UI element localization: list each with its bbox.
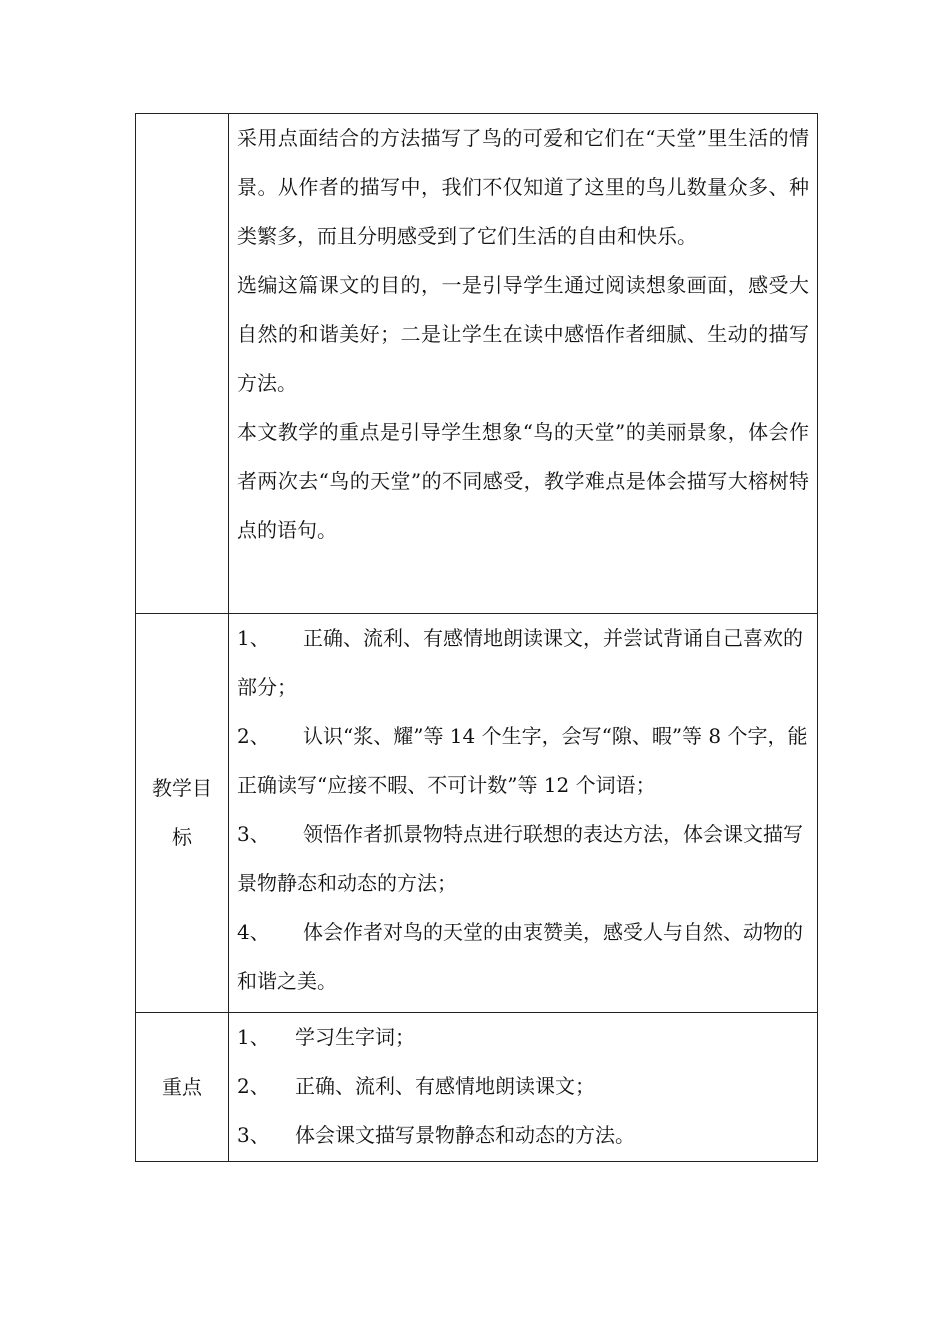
key-point-number: 1、: [237, 1025, 270, 1049]
intro-row: [136, 114, 818, 614]
objective-text: 体会作者对鸟的天堂的由衷赞美，感受人与自然、动物的和谐之美。: [237, 920, 803, 993]
key-point-text: 体会课文描写景物静态和动态的方法。: [295, 1123, 635, 1147]
objective-item: [237, 614, 809, 712]
objective-number: 4、: [237, 920, 270, 944]
key-point-number: 2、: [237, 1074, 270, 1098]
lesson-plan-table: [135, 113, 818, 1162]
objectives-label-cell: [136, 614, 229, 1013]
key-point-item: [237, 1111, 809, 1160]
key-point-item: [237, 1013, 809, 1062]
objective-text: 正确、流利、有感情地朗读课文，并尝试背诵自己喜欢的部分；: [237, 626, 803, 699]
objective-text: 领悟作者抓景物特点进行联想的表达方法，体会课文描写景物静态和动态的方法；: [237, 822, 803, 895]
key-point-item: [237, 1062, 809, 1111]
intro-content-cell: [229, 114, 818, 614]
key-points-row: [136, 1013, 818, 1162]
intro-paragraph: 采用点面结合的方法描写了鸟的可爱和它们在“天堂”里生活的情景。从作者的描写中，我们不仅知道了这里的鸟儿数量众多、种类繁多，而且分明感受到了它们生活的自由和快乐。: [237, 126, 809, 248]
objective-number: 1、: [237, 626, 270, 650]
key-points-label-cell: [136, 1013, 229, 1162]
key-point-number: 3、: [237, 1123, 270, 1147]
intro-paragraph: 本文教学的重点是引导学生想象“鸟的天堂”的美丽景象，体会作者两次去“鸟的天堂”的不同感受，教学难点是体会描写大榕树特点的语句。: [237, 420, 809, 542]
objective-text: 认识“浆、耀”等 14 个生字，会写“隙、暇”等 8 个字，能正确读写“应接不暇、不可计数”等 12 个词语；: [237, 724, 808, 797]
intro-paragraph: 选编这篇课文的目的，一是引导学生通过阅读想象画面，感受大自然的和谐美好；二是让学生在读中感悟作者细腻、生动的描写方法。: [237, 273, 809, 395]
key-points-content-cell: [229, 1013, 818, 1162]
objective-item: [237, 810, 809, 908]
intro-label-cell: [136, 114, 229, 614]
key-point-text: 学习生字词；: [295, 1025, 415, 1049]
objective-number: 3、: [237, 822, 270, 846]
key-points-label: 重点: [162, 1074, 202, 1099]
key-point-text: 正确、流利、有感情地朗读课文；: [295, 1074, 595, 1098]
objectives-content-cell: [229, 614, 818, 1013]
objective-item: [237, 908, 809, 1006]
objectives-row: [136, 614, 818, 1013]
objectives-label: 教学目标: [152, 776, 212, 849]
objective-number: 2、: [237, 724, 270, 748]
objective-item: [237, 712, 809, 810]
